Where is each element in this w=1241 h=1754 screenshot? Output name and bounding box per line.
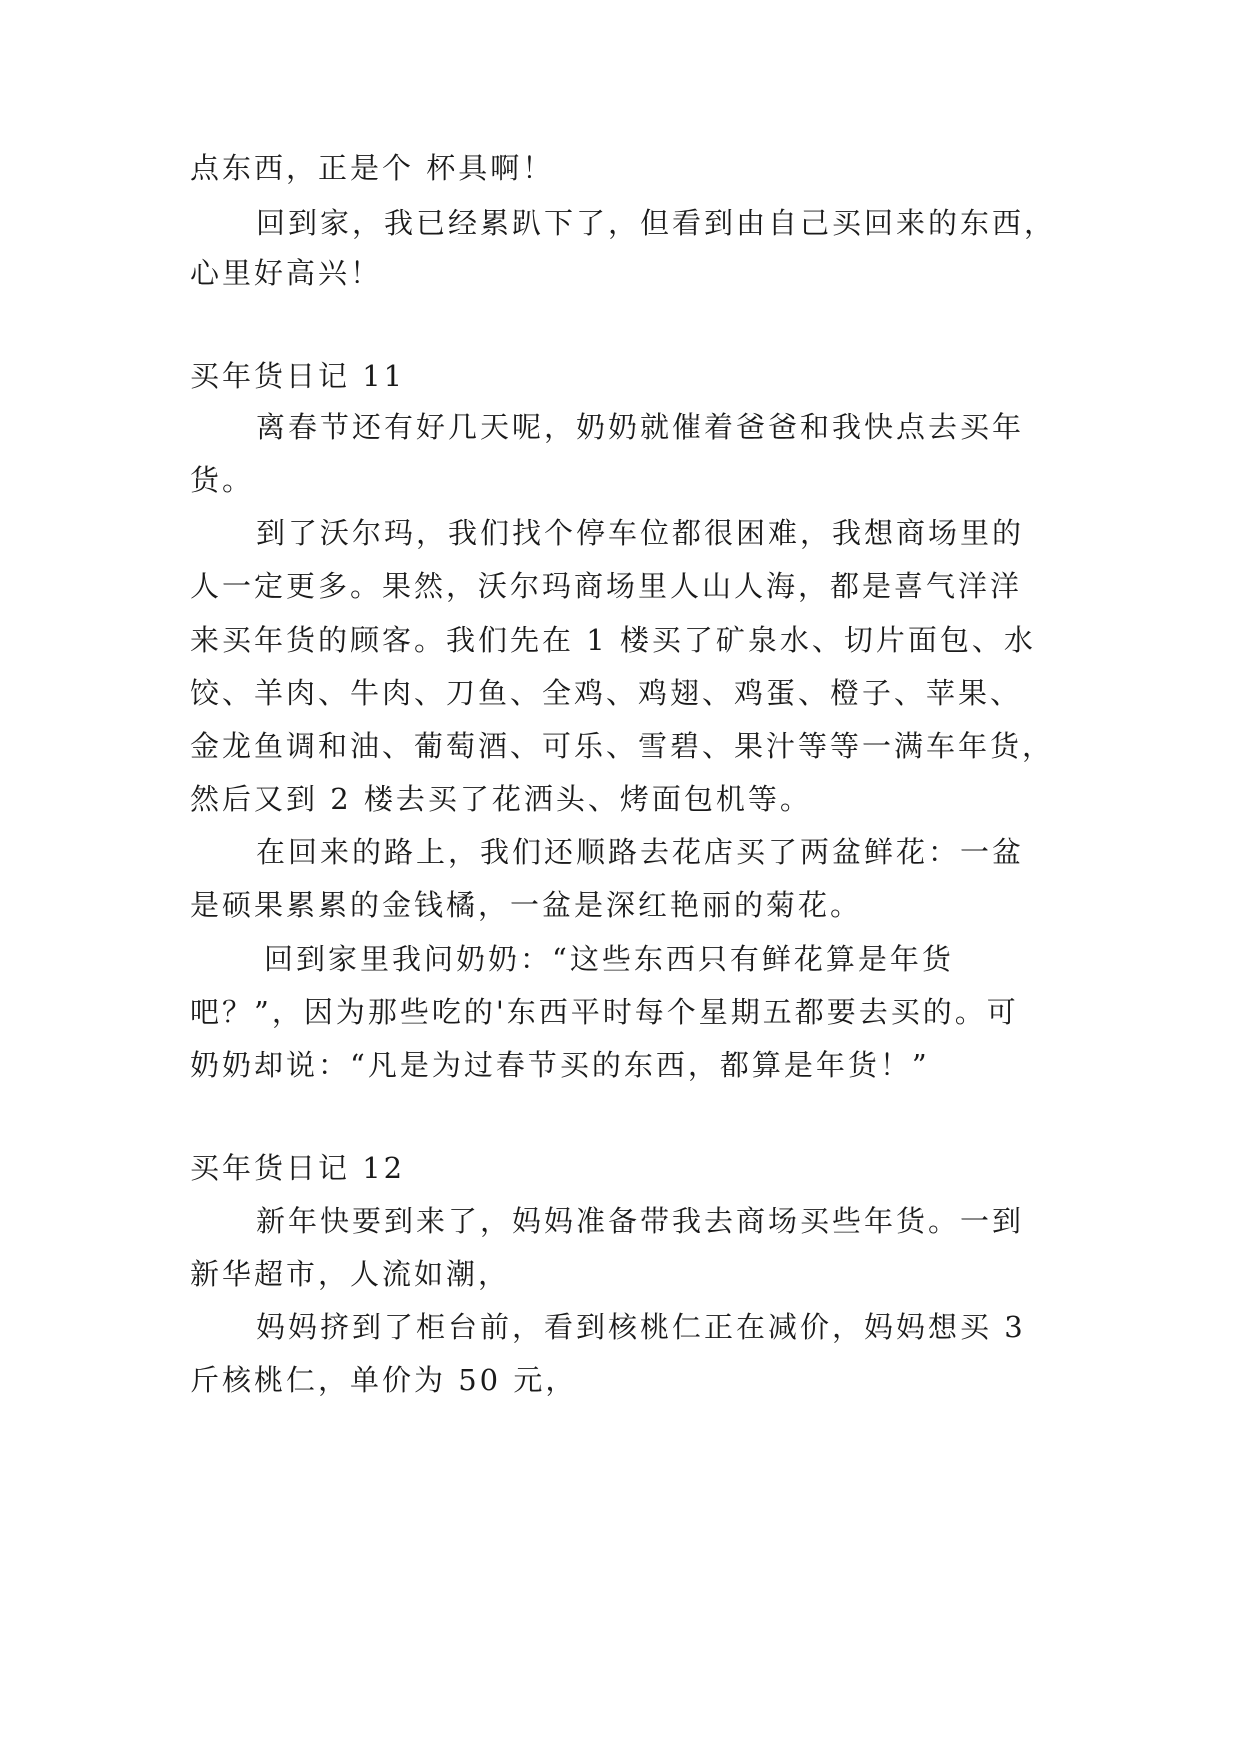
- text-line: 新年快要到来了，妈妈准备带我去商场买些年货。一到: [256, 1204, 1025, 1238]
- text-line: 回到家里我问奶奶：“这些东西只有鲜花算是年货: [264, 942, 954, 976]
- text-line: 奶奶却说：“凡是为过春节买的东西，都算是年货！”: [190, 1048, 930, 1082]
- text-line: 心里好高兴！: [190, 256, 383, 290]
- text-line: 斤核桃仁，单价为 50 元，: [190, 1363, 578, 1397]
- section-heading: 买年货日记 11: [190, 359, 406, 393]
- text-line: 回到家，我已经累趴下了，但看到由自己买回来的东西，: [256, 206, 1057, 240]
- text-line: 金龙鱼调和油、葡萄酒、可乐、雪碧、果汁等等一满车年货，: [190, 729, 1055, 763]
- text-line: 货。: [190, 463, 255, 497]
- text-line: 到了沃尔玛，我们找个停车位都很困难，我想商场里的: [256, 516, 1025, 550]
- text-line: 离春节还有好几天呢，奶奶就催着爸爸和我快点去买年: [256, 410, 1025, 444]
- text-line: 点东西，正是个 杯具啊！: [190, 151, 555, 185]
- text-line: 然后又到 2 楼去买了花洒头、烤面包机等。: [190, 782, 812, 816]
- text-line: 妈妈挤到了柜台前，看到核桃仁正在减价，妈妈想买 3: [256, 1310, 1026, 1344]
- text-line: 饺、羊肉、牛肉、刀鱼、全鸡、鸡翅、鸡蛋、橙子、苹果、: [190, 676, 1023, 710]
- text-line: 在回来的路上，我们还顺路去花店买了两盆鲜花：一盆: [256, 835, 1025, 869]
- text-line: 人一定更多。果然，沃尔玛商场里人山人海，都是喜气洋洋: [190, 569, 1023, 603]
- section-heading: 买年货日记 12: [190, 1151, 406, 1185]
- text-line: 是硕果累累的金钱橘，一盆是深红艳丽的菊花。: [190, 888, 863, 922]
- text-line: 新华超市，人流如潮，: [190, 1257, 511, 1291]
- text-line: 来买年货的顾客。我们先在 1 楼买了矿泉水、切片面包、水: [190, 623, 1036, 657]
- text-line: 吧？”，因为那些吃的'东西平时每个星期五都要去买的。可: [190, 995, 1019, 1029]
